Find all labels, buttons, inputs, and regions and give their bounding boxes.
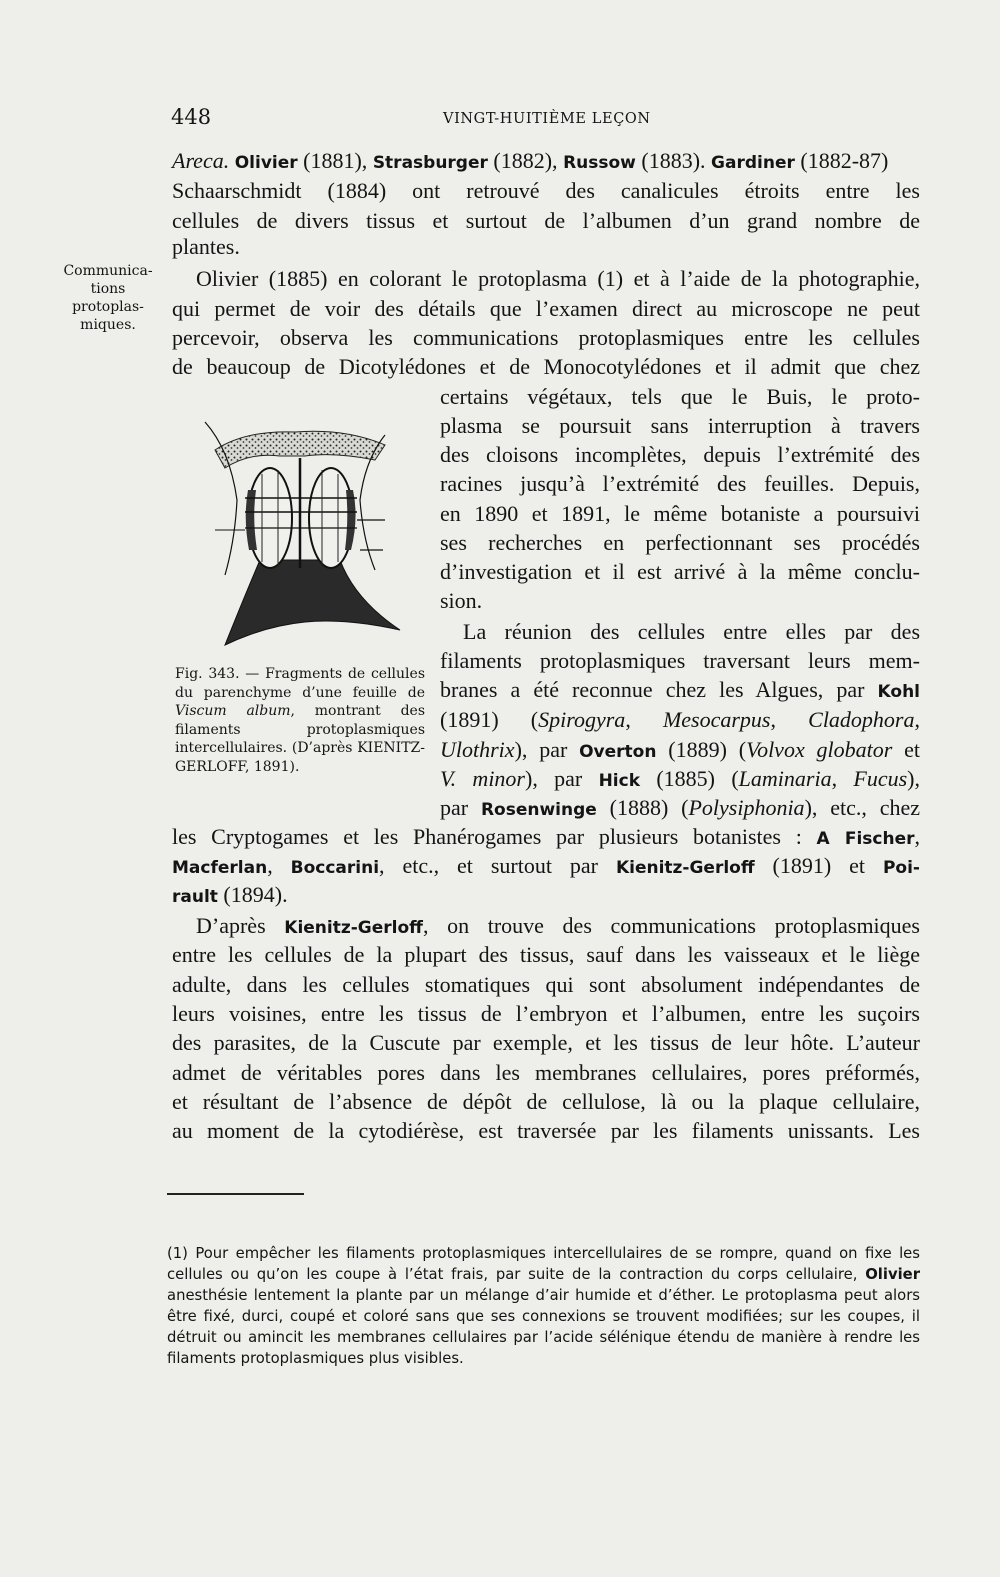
body-line: au moment de la cytodiérèse, est traversée par les filaments unissants. Les: [172, 1118, 920, 1143]
body-line: admet de véritables pores dans les membranes cellulaires, pores préformés,: [172, 1060, 920, 1085]
footnote-rule: [167, 1193, 304, 1195]
footnote: (1) Pour empêcher les filaments protoplasmiques intercellulaires de se rompre, quand on fixe les cellules ou qu’on les coupe à l’état frais, par suite de la contraction du corps cellulaire, Olivier anesthésie lentement la plante par un mélange d’air humide et d’éther. Le protoplasma peut alors être fixé, durci, coupé et coloré sans que ses connexions se trouvent modifiées; sur les coupes, il détruit ou amincit les membranes cellulaires par l’acide sélénique étendu de manière à rendre les filaments protoplasmiques plus visibles.: [167, 1245, 920, 1367]
cell-illustration: [185, 390, 405, 652]
body-line: des cloisons incomplètes, depuis l’extrémité des: [440, 442, 920, 467]
body-line: La réunion des cellules entre elles par des: [463, 619, 920, 644]
margin-note: Communica- tions protoplas- miques.: [63, 263, 153, 333]
body-line: rault (1894).: [172, 882, 288, 907]
figure-caption: Fig. 343. — Fragments de cellules du parenchyme d’une feuille de Viscum album, montrant des filaments protoplasmiques intercellulaires. (D’après KIENITZ-GERLOFF, 1891).: [175, 666, 426, 775]
body-line: et résultant de l’absence de dépôt de cellulose, là ou la plaque cellulaire,: [172, 1089, 920, 1114]
body-line: adulte, dans les cellules stomatiques qui sont absolument indépendantes de: [172, 972, 920, 997]
body-line: Olivier (1885) en colorant le protoplasma (1) et à l’aide de la photographie,: [196, 266, 920, 291]
body-line: qui permet de voir des détails que l’examen direct au microscope ne peut: [172, 296, 920, 321]
body-line: de beaucoup de Dicotylédones et de Monocotylédones et il admit que chez: [172, 354, 920, 379]
body-line: Areca. Olivier (1881), Strasburger (1882), Russow (1883). Gardiner (1882-87): [172, 148, 889, 173]
body-line: d’investigation et il est arrivé à la même conclu-: [440, 559, 920, 584]
body-line: les Cryptogames et les Phanérogames par plusieurs botanistes : A Fischer,: [172, 824, 921, 849]
page-number: 448: [171, 105, 212, 129]
running-head: VINGT-HUITIÈME LEÇON: [443, 111, 651, 127]
body-line: entre les cellules de la plupart des tissus, sauf dans les vaisseaux et le liège: [172, 942, 920, 967]
body-line: (1891) (Spirogyra, Mesocarpus, Cladophora,: [440, 707, 920, 732]
body-line: cellules de divers tissus et surtout de l’albumen d’un grand nombre de: [172, 208, 920, 233]
body-line: Macferlan, Boccarini, etc., et surtout par Kienitz-Gerloff (1891) et Poi-: [172, 853, 920, 878]
body-line: certains végétaux, tels que le Buis, le proto-: [440, 384, 920, 409]
body-line: filaments protoplasmiques traversant leurs mem-: [440, 648, 920, 673]
body-line: en 1890 et 1891, le même botaniste a poursuivi: [440, 501, 920, 526]
body-line: D’après Kienitz-Gerloff, on trouve des communications protoplasmiques: [196, 913, 920, 938]
body-line: ses recherches en perfectionnant ses procédés: [440, 530, 920, 555]
body-line: plasma se poursuit sans interruption à travers: [440, 413, 920, 438]
body-line: percevoir, observa les communications protoplasmiques entre les cellules: [172, 325, 920, 350]
body-line: Schaarschmidt (1884) ont retrouvé des canalicules étroits entre les: [172, 178, 920, 203]
body-line: V. minor), par Hick (1885) (Laminaria, Fucus),: [440, 766, 920, 791]
body-line: plantes.: [172, 234, 240, 259]
body-line: sion.: [440, 588, 483, 613]
body-line: Ulothrix), par Overton (1889) (Volvox globator et: [440, 737, 920, 762]
body-line: par Rosenwinge (1888) (Polysiphonia), etc., chez: [440, 795, 920, 820]
body-line: racines jusqu’à l’extrémité des feuilles. Depuis,: [440, 471, 920, 496]
body-line: leurs voisines, entre les tissus de l’embryon et l’albumen, entre les suçoirs: [172, 1001, 920, 1026]
body-line: des parasites, de la Cuscute par exemple, et les tissus de leur hôte. L’auteur: [172, 1030, 920, 1055]
body-line: branes a été reconnue chez les Algues, par Kohl: [440, 677, 920, 702]
